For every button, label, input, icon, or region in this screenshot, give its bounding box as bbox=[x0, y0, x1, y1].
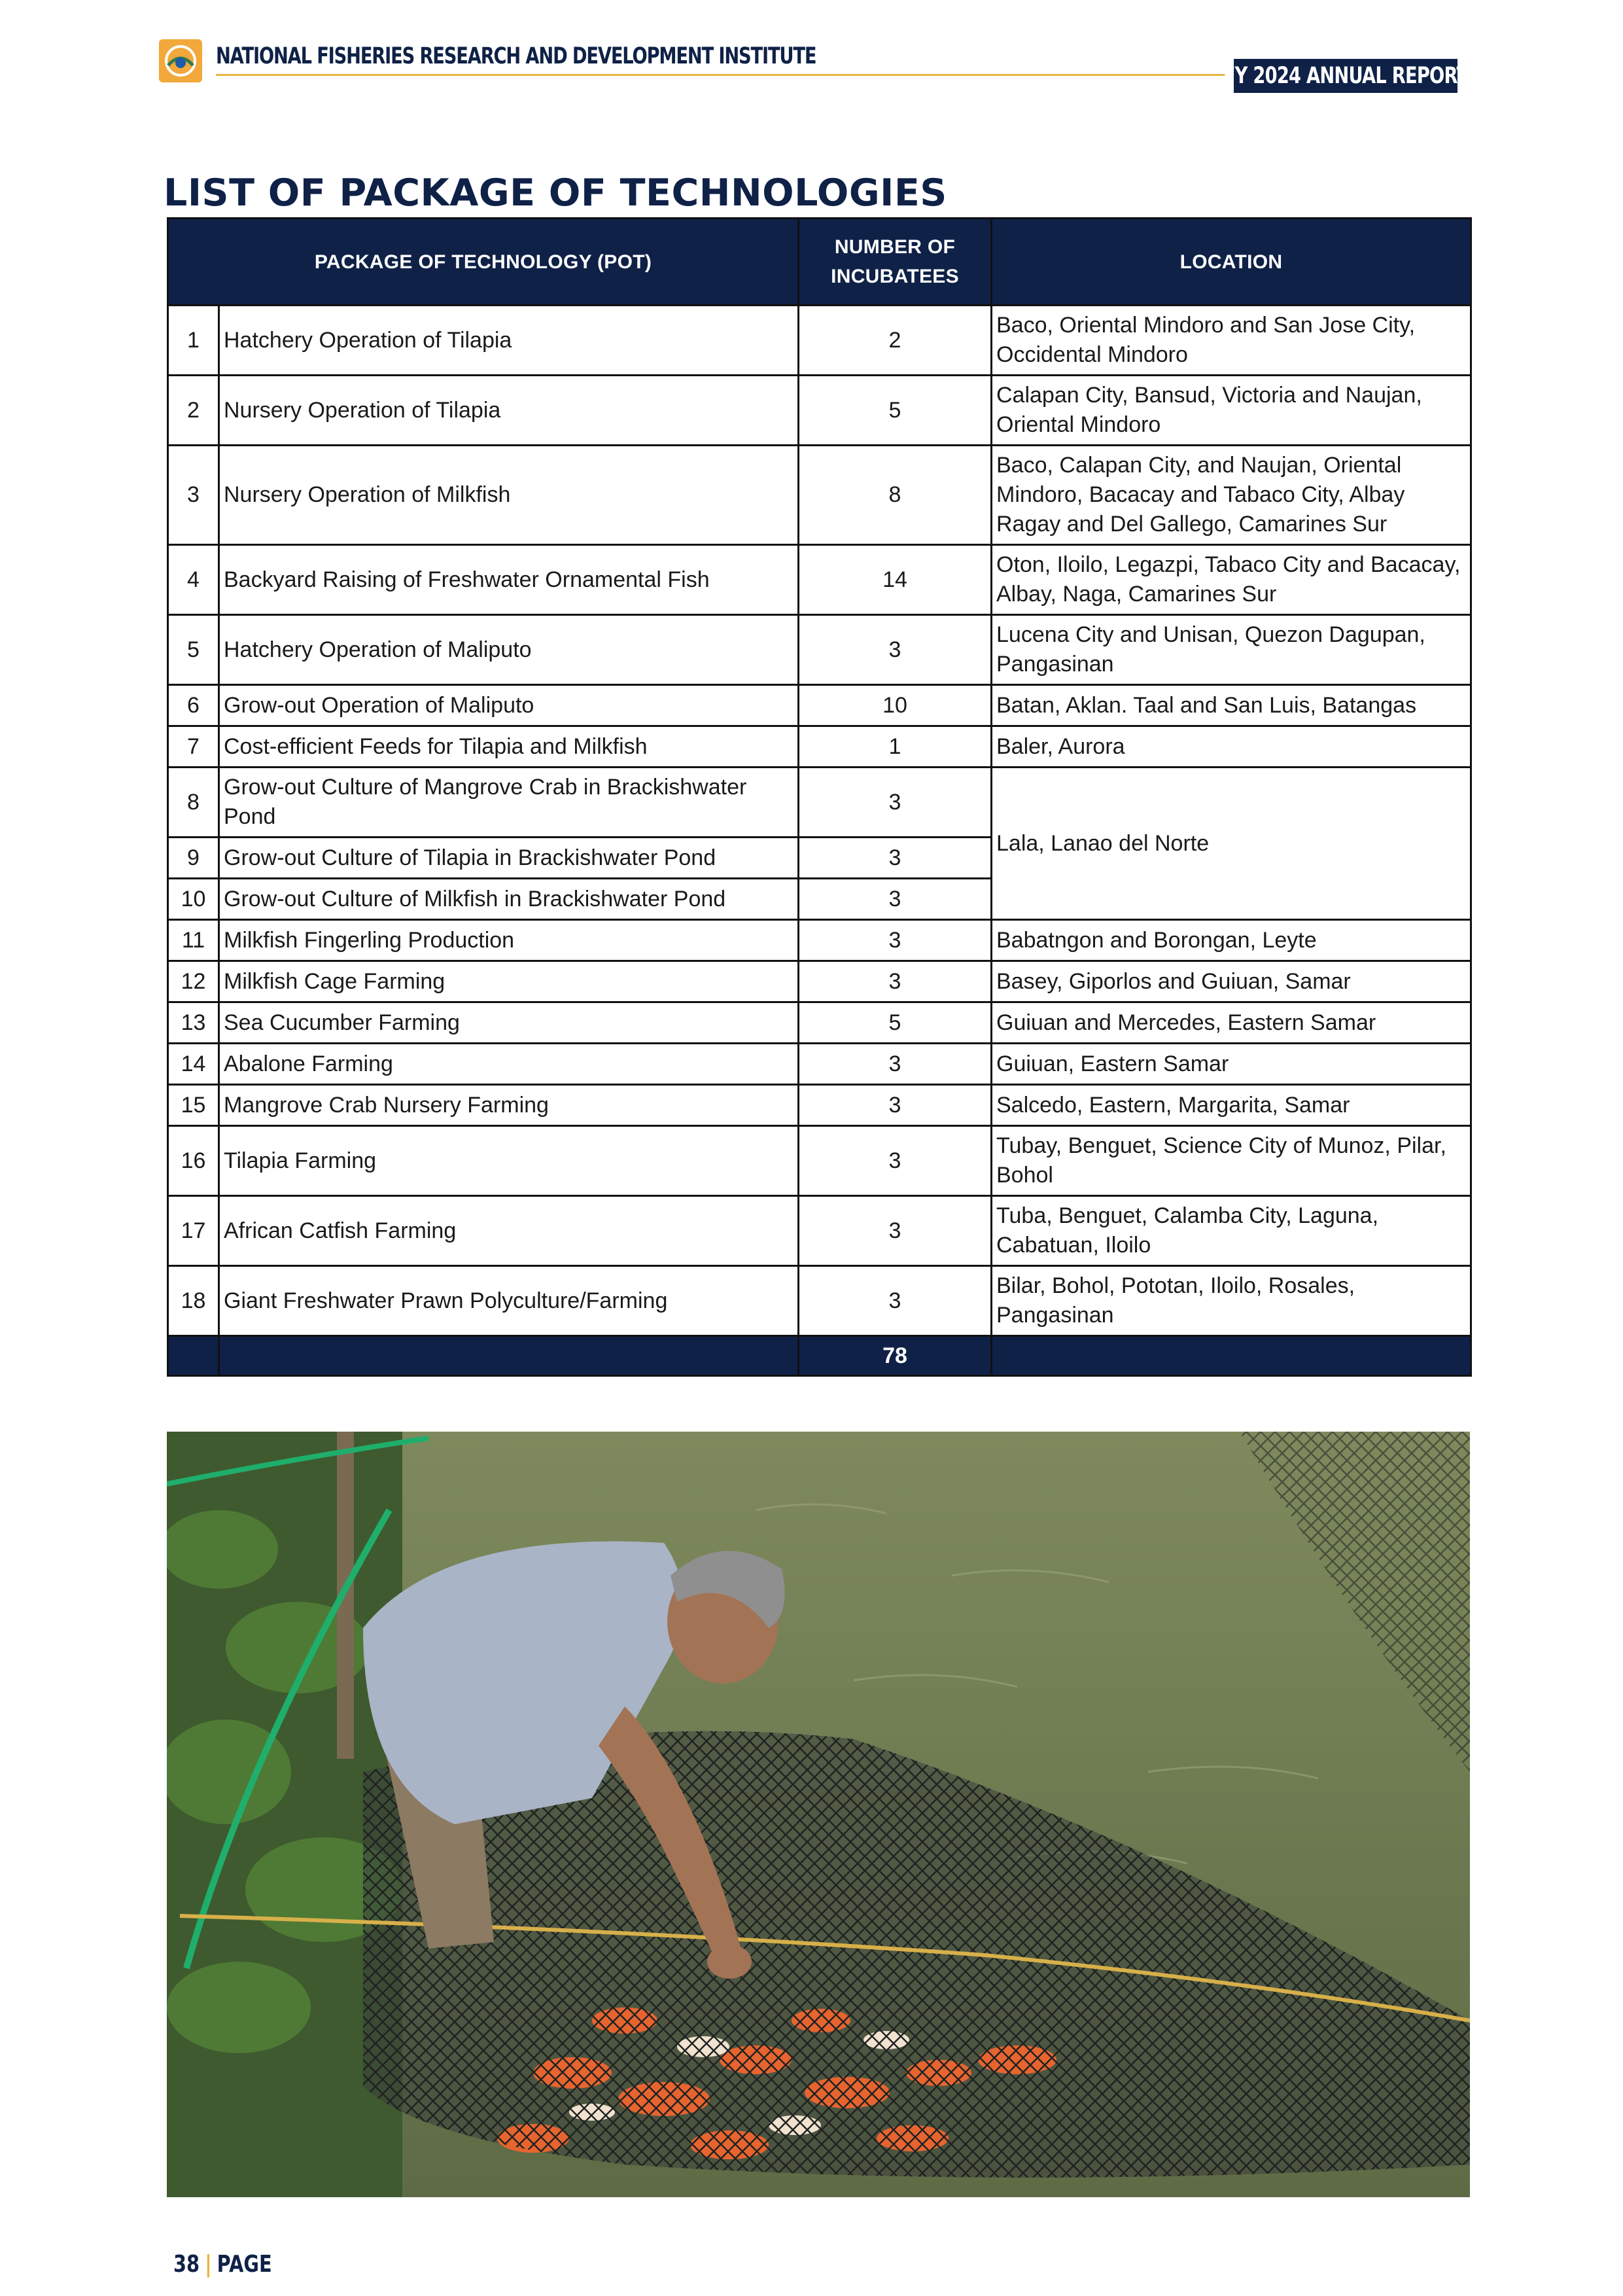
row-pot: Grow-out Culture of Milkfish in Brackishwater Pond bbox=[219, 879, 799, 920]
table-row bbox=[168, 545, 1471, 615]
table-row bbox=[168, 1085, 1471, 1126]
page-title: LIST OF PACKAGE OF TECHNOLOGIES bbox=[164, 171, 947, 215]
row-number: 13 bbox=[168, 1002, 219, 1044]
row-pot: Grow-out Operation of Maliputo bbox=[219, 685, 799, 726]
row-incubatees: 3 bbox=[799, 768, 992, 838]
row-incubatees: 10 bbox=[799, 685, 992, 726]
total-row bbox=[168, 1336, 1471, 1376]
row-location: Tubay, Benguet, Science City of Munoz, Pilar, Bohol bbox=[992, 1126, 1471, 1196]
row-incubatees: 3 bbox=[799, 1266, 992, 1336]
row-pot: Nursery Operation of Milkfish bbox=[219, 446, 799, 545]
row-number: 9 bbox=[168, 838, 219, 879]
row-incubatees: 3 bbox=[799, 615, 992, 685]
row-incubatees: 3 bbox=[799, 961, 992, 1002]
table-row bbox=[168, 306, 1471, 376]
technology-table bbox=[167, 217, 1472, 1377]
table-row bbox=[168, 1196, 1471, 1266]
row-pot: Milkfish Cage Farming bbox=[219, 961, 799, 1002]
column-header-incubatees: NUMBER OF INCUBATEES bbox=[799, 219, 992, 306]
total-empty-cell bbox=[219, 1336, 799, 1376]
row-number: 5 bbox=[168, 615, 219, 685]
table-row bbox=[168, 1266, 1471, 1336]
table-row bbox=[168, 768, 1471, 838]
table-row bbox=[168, 1044, 1471, 1085]
row-incubatees: 3 bbox=[799, 920, 992, 961]
row-pot: Cost-efficient Feeds for Tilapia and Milkfish bbox=[219, 726, 799, 768]
header-divider bbox=[216, 74, 1233, 76]
total-incubatees: 78 bbox=[799, 1336, 992, 1376]
page-label: PAGE bbox=[217, 2251, 272, 2278]
row-incubatees: 3 bbox=[799, 1085, 992, 1126]
row-pot: Milkfish Fingerling Production bbox=[219, 920, 799, 961]
table-row bbox=[168, 726, 1471, 768]
row-number: 17 bbox=[168, 1196, 219, 1266]
row-location: Batan, Aklan. Taal and San Luis, Batangas bbox=[992, 685, 1471, 726]
row-pot: Grow-out Culture of Mangrove Crab in Brackishwater Pond bbox=[219, 768, 799, 838]
table-row bbox=[168, 961, 1471, 1002]
row-pot: Nursery Operation of Tilapia bbox=[219, 376, 799, 446]
row-number: 14 bbox=[168, 1044, 219, 1085]
row-location: Tuba, Benguet, Calamba City, Laguna, Cabatuan, Iloilo bbox=[992, 1196, 1471, 1266]
row-number: 7 bbox=[168, 726, 219, 768]
row-pot: Backyard Raising of Freshwater Ornamental Fish bbox=[219, 545, 799, 615]
row-number: 16 bbox=[168, 1126, 219, 1196]
table-row bbox=[168, 615, 1471, 685]
row-pot: Grow-out Culture of Tilapia in Brackishwater Pond bbox=[219, 838, 799, 879]
row-location: Baco, Oriental Mindoro and San Jose City, Occidental Mindoro bbox=[992, 306, 1471, 376]
row-pot: Giant Freshwater Prawn Polyculture/Farming bbox=[219, 1266, 799, 1336]
report-badge bbox=[1223, 59, 1469, 93]
row-pot: Sea Cucumber Farming bbox=[219, 1002, 799, 1044]
row-location: Guiuan, Eastern Samar bbox=[992, 1044, 1471, 1085]
row-number: 6 bbox=[168, 685, 219, 726]
table-row bbox=[168, 376, 1471, 446]
report-badge-label: FY 2024 ANNUAL REPORT bbox=[1223, 63, 1469, 89]
row-number: 4 bbox=[168, 545, 219, 615]
page-footer bbox=[173, 2251, 272, 2278]
table-header-row bbox=[168, 219, 1471, 306]
row-incubatees: 3 bbox=[799, 879, 992, 920]
row-location: Guiuan and Mercedes, Eastern Samar bbox=[992, 1002, 1471, 1044]
row-pot: Hatchery Operation of Maliputo bbox=[219, 615, 799, 685]
row-incubatees: 3 bbox=[799, 1044, 992, 1085]
row-location: Basey, Giporlos and Guiuan, Samar bbox=[992, 961, 1471, 1002]
row-location-merged: Lala, Lanao del Norte bbox=[992, 768, 1471, 920]
row-number: 11 bbox=[168, 920, 219, 961]
row-incubatees: 3 bbox=[799, 838, 992, 879]
table-row bbox=[168, 446, 1471, 545]
row-location: Salcedo, Eastern, Margarita, Samar bbox=[992, 1085, 1471, 1126]
row-incubatees: 5 bbox=[799, 376, 992, 446]
table-row bbox=[168, 685, 1471, 726]
row-incubatees: 3 bbox=[799, 1196, 992, 1266]
table-row bbox=[168, 920, 1471, 961]
total-empty-cell bbox=[168, 1336, 219, 1376]
row-number: 18 bbox=[168, 1266, 219, 1336]
table-row bbox=[168, 1002, 1471, 1044]
row-location: Baler, Aurora bbox=[992, 726, 1471, 768]
column-header-pot: PACKAGE OF TECHNOLOGY (POT) bbox=[168, 219, 799, 306]
row-location: Baco, Calapan City, and Naujan, Oriental Mindoro, Bacacay and Tabaco City, Albay Ragay and Del Gallego, Camarines Sur bbox=[992, 446, 1471, 545]
row-incubatees: 3 bbox=[799, 1126, 992, 1196]
row-location: Lucena City and Unisan, Quezon Dagupan, Pangasinan bbox=[992, 615, 1471, 685]
row-incubatees: 2 bbox=[799, 306, 992, 376]
fish-pond-photo bbox=[167, 1432, 1470, 2197]
row-number: 8 bbox=[168, 768, 219, 838]
row-number: 15 bbox=[168, 1085, 219, 1126]
column-header-location: LOCATION bbox=[992, 219, 1471, 306]
row-pot: African Catfish Farming bbox=[219, 1196, 799, 1266]
row-number: 2 bbox=[168, 376, 219, 446]
row-incubatees: 1 bbox=[799, 726, 992, 768]
row-location: Oton, Iloilo, Legazpi, Tabaco City and Bacacay, Albay, Naga, Camarines Sur bbox=[992, 545, 1471, 615]
table-row bbox=[168, 1126, 1471, 1196]
institute-logo bbox=[159, 39, 202, 82]
page-number: 38 bbox=[173, 2251, 200, 2278]
row-pot: Mangrove Crab Nursery Farming bbox=[219, 1085, 799, 1126]
row-incubatees: 5 bbox=[799, 1002, 992, 1044]
row-pot: Hatchery Operation of Tilapia bbox=[219, 306, 799, 376]
row-incubatees: 8 bbox=[799, 446, 992, 545]
row-incubatees: 14 bbox=[799, 545, 992, 615]
row-pot: Abalone Farming bbox=[219, 1044, 799, 1085]
row-location: Babatngon and Borongan, Leyte bbox=[992, 920, 1471, 961]
total-empty-cell bbox=[992, 1336, 1471, 1376]
row-number: 3 bbox=[168, 446, 219, 545]
row-number: 1 bbox=[168, 306, 219, 376]
row-pot: Tilapia Farming bbox=[219, 1126, 799, 1196]
row-location: Calapan City, Bansud, Victoria and Naujan, Oriental Mindoro bbox=[992, 376, 1471, 446]
institute-name: NATIONAL FISHERIES RESEARCH AND DEVELOPMENT INSTITUTE bbox=[216, 43, 816, 69]
footer-separator: | bbox=[205, 2251, 212, 2278]
row-location: Bilar, Bohol, Pototan, Iloilo, Rosales, Pangasinan bbox=[992, 1266, 1471, 1336]
row-number: 12 bbox=[168, 961, 219, 1002]
row-number: 10 bbox=[168, 879, 219, 920]
